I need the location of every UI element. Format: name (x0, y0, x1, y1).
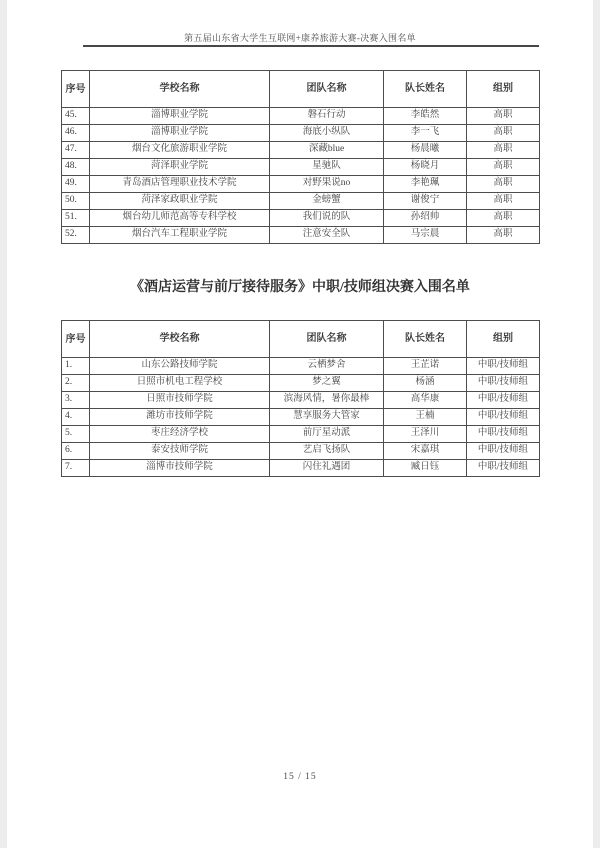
table-row (62, 108, 540, 125)
table-cell: 淄博市技师学院 (90, 460, 270, 477)
column-header-index: 序号 (62, 71, 90, 108)
table-cell: 高职 (467, 176, 540, 193)
table-row (62, 125, 540, 142)
table-cell: 3. (62, 392, 90, 409)
table-cell: 1. (62, 358, 90, 375)
column-header-team: 团队名称 (270, 321, 384, 358)
table-cell: 高职 (467, 210, 540, 227)
table-cell: 日照市技师学院 (90, 392, 270, 409)
table-cell: 潍坊市技师学院 (90, 409, 270, 426)
column-header-group: 组别 (467, 321, 540, 358)
column-header-team: 团队名称 (270, 71, 384, 108)
table-cell: 52. (62, 227, 90, 244)
table-cell: 谢俊宁 (384, 193, 467, 210)
table-cell: 王芷诺 (384, 358, 467, 375)
table-cell: 枣庄经济学校 (90, 426, 270, 443)
column-header-group: 组别 (467, 71, 540, 108)
table-cell: 深藏blue (270, 142, 384, 159)
table-cell: 前厅星动派 (270, 426, 384, 443)
table-cell: 海底小纵队 (270, 125, 384, 142)
table-cell: 48. (62, 159, 90, 176)
table-cell: 杨涵 (384, 375, 467, 392)
document-header-title: 第五届山东省大学生互联网+康养旅游大赛-决赛入围名单 (184, 33, 416, 43)
table-cell: 4. (62, 409, 90, 426)
table-cell: 高职 (467, 108, 540, 125)
table-cell: 梦之翼 (270, 375, 384, 392)
table-cell: 菏泽职业学院 (90, 159, 270, 176)
column-header-school: 学校名称 (90, 71, 270, 108)
table-header-row (62, 71, 540, 108)
table-cell: 烟台文化旅游职业学院 (90, 142, 270, 159)
table-row (62, 392, 540, 409)
table-cell: 李皓然 (384, 108, 467, 125)
table-row (62, 193, 540, 210)
column-header-captain: 队长姓名 (384, 321, 467, 358)
finalists-table-gaozhi (61, 70, 539, 244)
table-row (62, 409, 540, 426)
table-cell: 中职/技师组 (467, 358, 540, 375)
table-cell: 王泽川 (384, 426, 467, 443)
table-cell: 中职/技师组 (467, 392, 540, 409)
table-cell: 马宗晨 (384, 227, 467, 244)
table-cell: 高职 (467, 193, 540, 210)
table-cell: 46. (62, 125, 90, 142)
table-cell: 孙绍帅 (384, 210, 467, 227)
table-cell: 烟台幼儿师范高等专科学校 (90, 210, 270, 227)
table-cell: 中职/技师组 (467, 443, 540, 460)
table-cell: 中职/技师组 (467, 426, 540, 443)
table-cell: 王楠 (384, 409, 467, 426)
table-cell: 中职/技师组 (467, 375, 540, 392)
table-cell: 艺启飞扬队 (270, 443, 384, 460)
table-cell: 星驰队 (270, 159, 384, 176)
table-row (62, 375, 540, 392)
table-cell: 臧日钰 (384, 460, 467, 477)
table-cell: 淄博职业学院 (90, 125, 270, 142)
column-header-school: 学校名称 (90, 321, 270, 358)
table-row (62, 176, 540, 193)
table-cell: 高职 (467, 125, 540, 142)
table-row (62, 443, 540, 460)
table-cell: 高职 (467, 227, 540, 244)
table-cell: 青岛酒店管理职业技术学院 (90, 176, 270, 193)
table-cell: 金螃蟹 (270, 193, 384, 210)
table-cell: 我们说的队 (270, 210, 384, 227)
table-gaozhi (61, 70, 540, 244)
table-cell: 高职 (467, 142, 540, 159)
table-cell: 滨海风情，暑你最棒 (270, 392, 384, 409)
table-cell: 47. (62, 142, 90, 159)
table-cell: 5. (62, 426, 90, 443)
table-cell: 注意安全队 (270, 227, 384, 244)
table-cell: 宋嘉琪 (384, 443, 467, 460)
table-cell: 李艳珮 (384, 176, 467, 193)
table-cell: 磐石行动 (270, 108, 384, 125)
page-left-edge-shadow (0, 0, 7, 848)
page-number: 15 / 15 (283, 772, 317, 782)
table-row (62, 142, 540, 159)
page-right-edge-shadow (593, 0, 600, 848)
table-cell: 51. (62, 210, 90, 227)
table-header-row (62, 321, 540, 358)
finalists-table-zhongzhi (61, 320, 539, 477)
table-cell: 山东公路技师学院 (90, 358, 270, 375)
table-cell: 烟台汽车工程职业学院 (90, 227, 270, 244)
table-row (62, 210, 540, 227)
table-cell: 45. (62, 108, 90, 125)
table-cell: 杨晨曦 (384, 142, 467, 159)
section-title-zhongzhi: 《酒店运营与前厅接待服务》中职/技师组决赛入围名单 (130, 280, 470, 295)
table-cell: 7. (62, 460, 90, 477)
table-zhongzhi (61, 320, 540, 477)
table-cell: 高华康 (384, 392, 467, 409)
table-cell: 闪住礼遇团 (270, 460, 384, 477)
table-cell: 对野果说no (270, 176, 384, 193)
table-cell: 6. (62, 443, 90, 460)
table-cell: 杨晓月 (384, 159, 467, 176)
table-cell: 日照市机电工程学校 (90, 375, 270, 392)
table-row (62, 426, 540, 443)
table-cell: 50. (62, 193, 90, 210)
table-cell: 淄博职业学院 (90, 108, 270, 125)
table-row (62, 358, 540, 375)
table-cell: 泰安技师学院 (90, 443, 270, 460)
header-rule-line (83, 45, 539, 47)
table-cell: 49. (62, 176, 90, 193)
table-cell: 2. (62, 375, 90, 392)
column-header-index: 序号 (62, 321, 90, 358)
table-row (62, 227, 540, 244)
table-cell: 中职/技师组 (467, 409, 540, 426)
table-cell: 高职 (467, 159, 540, 176)
table-cell: 云栖梦舍 (270, 358, 384, 375)
table-cell: 慧享服务大管家 (270, 409, 384, 426)
column-header-captain: 队长姓名 (384, 71, 467, 108)
table-cell: 菏泽家政职业学院 (90, 193, 270, 210)
table-row (62, 460, 540, 477)
table-row (62, 159, 540, 176)
table-cell: 李一飞 (384, 125, 467, 142)
table-cell: 中职/技师组 (467, 460, 540, 477)
